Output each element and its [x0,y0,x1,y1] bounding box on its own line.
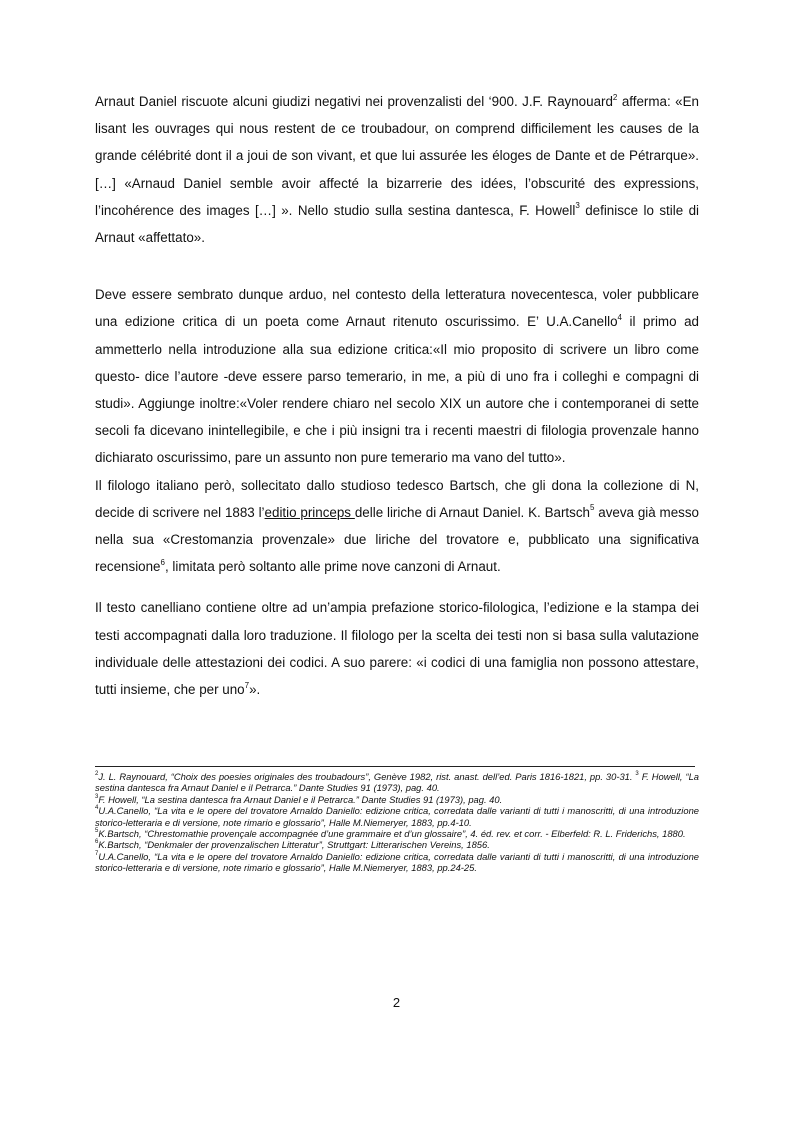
paragraph-2 [95,281,699,471]
paragraph-1 [95,88,699,251]
footnote-7 [95,851,699,874]
footnote-text: K.Bartsch, “Denkmaler der provenzalischen Litteratur”, Struttgart: Litterarischen Vereins, 1856. [98,839,490,851]
text-span: , limitata però soltanto alle prime nove canzoni di Arnaut. [164,559,501,575]
text-span: afferma: «En lisant les ouvrages qui nous restent de ce troubadour, on comprend difficilement les causes de la grande célébrité dont il a joui de son vivant, et que lui assurée les éloges de Dante et de Pétrarque». […] «Arnaud Daniel semble avoir affecté la bizarrerie des idées, l’obscurité des expressions, l’incohérence des images […] ». Nello studio sulla sestina dantesca, F. Howell [95,94,699,218]
text-span: Arnaut Daniel riscuote alcuni giudizi negativi nei provenzalisti del ‘900. J.F. Raynouard [95,94,613,109]
footnote-text: U.A.Canello, “La vita e le opere del trovatore Arnaldo Daniello: edizione critica, corredata dalle varianti di tutti i manoscritti, di una introduzione storico-letteraria e di versione, note rimario e glossario”, Halle M.Niemeryer, 1883, pp.24-25. [95,850,699,874]
footnote-number: 2 [95,770,99,777]
text-span: ». [249,682,261,698]
footnote-6 [95,839,699,850]
footnote-text: F. Howell, “La sestina dantesca fra Arnaut Daniel e il Petrarca.” Dante Studies 91 (1973), pag. 40. [95,771,699,794]
footnote-ref[interactable]: 3 [575,201,580,211]
footnote-separator [95,766,695,767]
text-span: Deve essere sembrato dunque arduo, nel contesto della letteratura novecentesca, voler pubblicare una edizione critica di un poeta come Arnaut ritenuto oscurissimo. E’ U.A.Canello [95,287,699,330]
text-span: delle liriche di Arnaut Daniel. K. Bartsch [354,504,590,520]
footnote-5 [95,828,699,839]
footnote-text: K.Bartsch, “Chrestomathie provençale accompagnée d’une grammaire et d’un glossaire”, 4. éd. rev. et corr. - Elberfeld: R. L. Friderichs, 1880. [98,828,686,840]
footnote-number: 5 [95,827,99,834]
text-span: Il filologo italiano però, sollecitato dallo studioso tedesco Bartsch, che gli dona la collezione di N, decide di scrivere nel 1883 l’ [95,477,699,520]
footnote-ref[interactable]: 5 [589,503,595,513]
text-span: il primo ad ammetterlo nella introduzione alla sua edizione critica:«Il mio proposito di scrivere un libro come questo- dice l’autore -deve essere parso temerario, in me, a più di uno fra i colleghi e compagni di studi». Aggiunge inoltre:«Voler rendere chiaro nel secolo XIX un autore che i contemporanei di sette secoli fa dicevano inintellegibile, e che i più insigni tra i recenti maestri di filologia provenzale hanno dichiarato oscurissimo, pare un assunto non pure temerario ma vano del tutto». [95,314,699,466]
footnote-ref[interactable]: 6 [160,557,165,567]
paragraph-4 [95,594,699,703]
paragraph-3 [95,472,699,581]
footnote-number: 6 [95,839,99,846]
text-span: definisce lo stile di Arnaut «affettato». [95,202,700,246]
footnotes [95,771,699,874]
footnote-number: 4 [95,805,99,812]
footnote-3 [95,794,699,805]
footnote-text: U.A.Canello, “La vita e le opere del trovatore Arnaldo Daniello: edizione critica, corredata dalle varianti di tutti i manoscritti, di una introduzione storico-letteraria e di versione, note rimario e glossario”, Halle M.Niemeryer, 1883, pp.4-10. [95,805,699,828]
footnote-number: 7 [95,850,99,857]
page-number: 2 [392,995,401,1010]
footnote-text: F. Howell, “La sestina dantesca fra Arnaut Daniel e il Petrarca.” Dante Studies 91 (1973), pag. 40. [98,793,503,805]
footnote-text: J. L. Raynouard, “Choix des poesies originales des troubadours”, Genève 1982, rist. anast. dell’ed. Paris 1816-1821, pp. 30-31. [98,771,636,782]
text-span: Il testo canelliano contiene oltre ad un’ampia prefazione storico-filologica, l’edizione e la stampa dei testi accompagnati dalla loro traduzione. Il filologo per la scelta dei testi non si basa sulla valutazione individuale delle attestazioni dei codici. A suo parere: «i codici di una famiglia non possono attestare, tutti insieme, che per uno [95,600,699,698]
footnote-2 [95,771,699,794]
footnote-ref[interactable]: 7 [244,680,250,690]
footnote-ref[interactable]: 2 [612,92,618,102]
underlined-term: editio princeps [264,504,355,520]
body-text [95,88,699,703]
footnote-ref[interactable]: 4 [617,312,622,322]
footnote-number: 3 [635,770,639,777]
footnote-4 [95,805,699,828]
footnote-number: 3 [95,793,99,800]
text-span: aveva già messo nella sua «Crestomanzia provenzale» due liriche del trovatore e, pubblicato una significativa recensione [95,504,699,575]
